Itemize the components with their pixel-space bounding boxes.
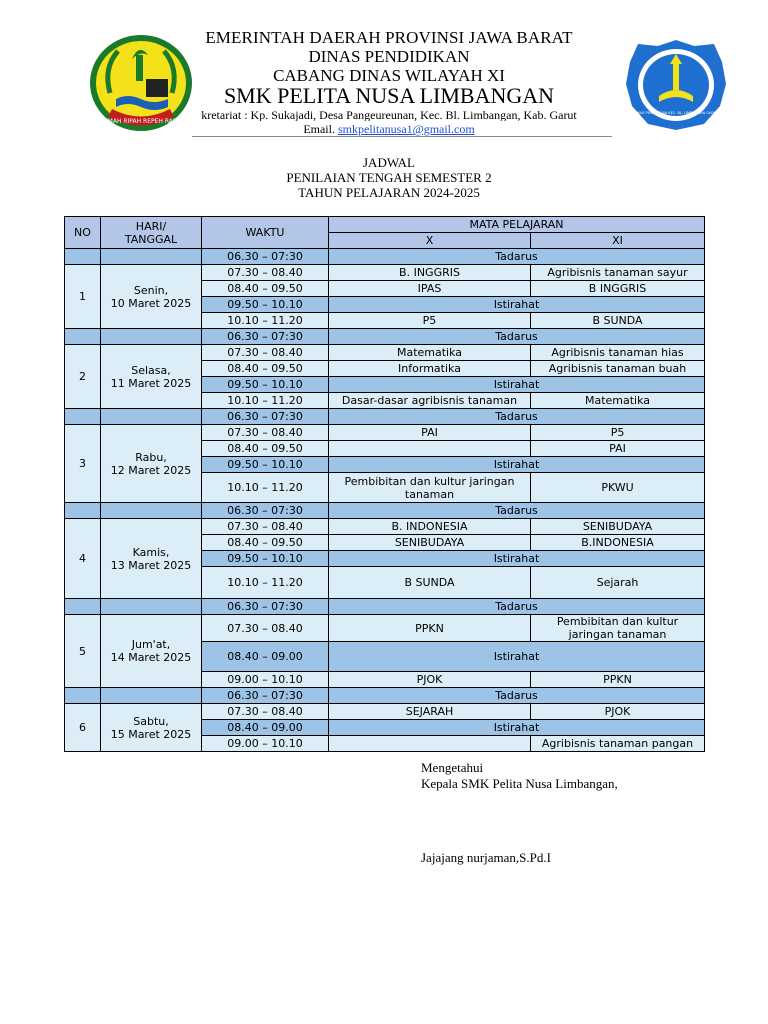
time-slot: 06.30 – 07:30 bbox=[202, 688, 329, 704]
subject-x: SEJARAH bbox=[329, 704, 531, 720]
subject-x: P5 bbox=[329, 313, 531, 329]
schedule-row bbox=[65, 503, 705, 519]
day-gap-cell bbox=[101, 409, 202, 425]
day-name: Senin, bbox=[133, 283, 169, 297]
day-gap-cell bbox=[101, 503, 202, 519]
title-line3: TAHUN PELAJARAN 2024-2025 bbox=[298, 185, 480, 200]
dinas-pendidikan-logo bbox=[624, 38, 728, 132]
time-slot: 10.10 – 11.20 bbox=[202, 567, 329, 599]
title-line1: JADWAL bbox=[363, 155, 415, 170]
day-name: Rabu, bbox=[135, 450, 167, 464]
subject-xi: Sejarah bbox=[531, 567, 705, 599]
subject-xi: Matematika bbox=[531, 393, 705, 409]
letterhead-divider bbox=[192, 136, 612, 137]
letterhead-line1: EMERINTAH DAERAH PROVINSI JAWA BARAT bbox=[205, 28, 573, 47]
day-date bbox=[101, 265, 202, 329]
letterhead-line3: CABANG DINAS WILAYAH XI bbox=[273, 66, 505, 85]
day-name: Kamis, bbox=[132, 545, 170, 559]
merged-activity: Istirahat bbox=[329, 720, 705, 736]
subject-xi: SENIBUDAYA bbox=[531, 519, 705, 535]
time-slot: 09.50 – 10.10 bbox=[202, 297, 329, 313]
schedule-row bbox=[65, 425, 705, 441]
subject-xi: Pembibitan dan kultur jaringan tanaman bbox=[531, 615, 705, 642]
subject-xi: B INGGRIS bbox=[531, 281, 705, 297]
email-line bbox=[150, 123, 628, 135]
logo-right-text: DINAS PENDIDIKAN KEC. BL. LIMBANGAN GARUT bbox=[633, 111, 719, 115]
subject-x: B. INGGRIS bbox=[329, 265, 531, 281]
schedule-table bbox=[64, 216, 705, 752]
header-tanggal: TANGGAL bbox=[124, 232, 178, 246]
subject-x: IPAS bbox=[329, 281, 531, 297]
subject-x: PJOK bbox=[329, 672, 531, 688]
subject-x bbox=[329, 736, 531, 752]
day-number: 5 bbox=[65, 615, 101, 688]
header-kelas-x: X bbox=[329, 233, 531, 249]
day-tanggal: 13 Maret 2025 bbox=[110, 558, 192, 572]
day-tanggal: 14 Maret 2025 bbox=[110, 651, 192, 664]
day-gap-cell bbox=[65, 503, 101, 519]
time-slot: 08.40 – 09.50 bbox=[202, 361, 329, 377]
time-slot: 06.30 – 07:30 bbox=[202, 599, 329, 615]
schedule-row bbox=[65, 615, 705, 642]
signature-line1: Mengetahui bbox=[421, 760, 484, 775]
header-kelas-xi: XI bbox=[531, 233, 705, 249]
subject-xi: Agribisnis tanaman buah bbox=[531, 361, 705, 377]
time-slot: 06.30 – 07:30 bbox=[202, 409, 329, 425]
day-number: 1 bbox=[65, 265, 101, 329]
header-mata-pelajaran: MATA PELAJARAN bbox=[329, 217, 705, 233]
time-slot: 09.00 – 10.10 bbox=[202, 672, 329, 688]
subject-x: B SUNDA bbox=[329, 567, 531, 599]
title-line2: PENILAIAN TENGAH SEMESTER 2 bbox=[286, 170, 492, 185]
day-gap-cell bbox=[101, 599, 202, 615]
time-slot: 07.30 – 08.40 bbox=[202, 704, 329, 720]
merged-activity: Tadarus bbox=[329, 599, 705, 615]
time-slot: 08.40 – 09.50 bbox=[202, 535, 329, 551]
merged-activity: Tadarus bbox=[329, 249, 705, 265]
time-slot: 08.40 – 09.50 bbox=[202, 281, 329, 297]
schedule-row bbox=[65, 265, 705, 281]
subject-xi: PJOK bbox=[531, 704, 705, 720]
merged-activity: Tadarus bbox=[329, 329, 705, 345]
merged-activity: Tadarus bbox=[329, 688, 705, 704]
signature-line2: Kepala SMK Pelita Nusa Limbangan, bbox=[421, 776, 618, 791]
time-slot: 10.10 – 11.20 bbox=[202, 473, 329, 503]
subject-xi: Agribisnis tanaman pangan bbox=[531, 736, 705, 752]
signature-block bbox=[421, 760, 618, 866]
header-hari-tanggal bbox=[101, 217, 202, 249]
subject-x: Informatika bbox=[329, 361, 531, 377]
day-gap-cell bbox=[65, 599, 101, 615]
time-slot: 07.30 – 08.40 bbox=[202, 345, 329, 361]
day-gap-cell bbox=[65, 329, 101, 345]
subject-x: Pembibitan dan kultur jaringan tanaman bbox=[329, 473, 531, 503]
subject-xi: PKWU bbox=[531, 473, 705, 503]
subject-x: PAI bbox=[329, 425, 531, 441]
day-tanggal: 12 Maret 2025 bbox=[110, 463, 192, 477]
schedule-row bbox=[65, 345, 705, 361]
day-gap-cell bbox=[101, 249, 202, 265]
subject-x bbox=[329, 441, 531, 457]
merged-activity: Istirahat bbox=[329, 457, 705, 473]
day-gap-cell bbox=[101, 688, 202, 704]
header-no: NO bbox=[65, 217, 101, 249]
merged-activity: Istirahat bbox=[329, 551, 705, 567]
time-slot: 10.10 – 11.20 bbox=[202, 393, 329, 409]
time-slot: 09.50 – 10.10 bbox=[202, 551, 329, 567]
email-link[interactable]: smkpelitanusa1@gmail.com bbox=[337, 122, 475, 136]
subject-xi: PAI bbox=[531, 441, 705, 457]
subject-x: SENIBUDAYA bbox=[329, 535, 531, 551]
day-gap-cell bbox=[101, 329, 202, 345]
subject-x: Matematika bbox=[329, 345, 531, 361]
subject-xi: P5 bbox=[531, 425, 705, 441]
time-slot: 06.30 – 07:30 bbox=[202, 329, 329, 345]
day-number: 6 bbox=[65, 704, 101, 752]
schedule-row bbox=[65, 688, 705, 704]
day-name: Sabtu, bbox=[133, 714, 169, 728]
schedule-body bbox=[65, 249, 705, 752]
day-gap-cell bbox=[65, 249, 101, 265]
day-date bbox=[101, 519, 202, 599]
day-number: 4 bbox=[65, 519, 101, 599]
merged-activity: Istirahat bbox=[329, 642, 705, 672]
merged-activity: Istirahat bbox=[329, 377, 705, 393]
subject-x: PPKN bbox=[329, 615, 531, 642]
time-slot: 08.40 – 09.00 bbox=[202, 720, 329, 736]
day-gap-cell bbox=[65, 409, 101, 425]
day-date bbox=[101, 704, 202, 752]
subject-xi: Agribisnis tanaman hias bbox=[531, 345, 705, 361]
subject-xi: Agribisnis tanaman sayur bbox=[531, 265, 705, 281]
time-slot: 07.30 – 08.40 bbox=[202, 265, 329, 281]
subject-x: B. INDONESIA bbox=[329, 519, 531, 535]
time-slot: 06.30 – 07:30 bbox=[202, 503, 329, 519]
time-slot: 06.30 – 07:30 bbox=[202, 249, 329, 265]
day-gap-cell bbox=[65, 688, 101, 704]
schedule-row bbox=[65, 409, 705, 425]
letterhead-line2: DINAS PENDIDIKAN bbox=[308, 47, 470, 66]
merged-activity: Tadarus bbox=[329, 503, 705, 519]
schedule-row bbox=[65, 329, 705, 345]
signature-name: Jajajang nurjaman,S.Pd.I bbox=[421, 850, 551, 865]
merged-activity: Tadarus bbox=[329, 409, 705, 425]
day-name: Jum'at, bbox=[131, 638, 171, 651]
letterhead bbox=[150, 29, 628, 135]
day-date bbox=[101, 425, 202, 503]
time-slot: 08.40 – 09.00 bbox=[202, 642, 329, 672]
time-slot: 08.40 – 09.50 bbox=[202, 441, 329, 457]
school-name: SMK PELITA NUSA LIMBANGAN bbox=[223, 83, 555, 108]
time-slot: 09.00 – 10.10 bbox=[202, 736, 329, 752]
schedule-row bbox=[65, 519, 705, 535]
header-waktu: WAKTU bbox=[202, 217, 329, 249]
subject-xi: B.INDONESIA bbox=[531, 535, 705, 551]
merged-activity: Istirahat bbox=[329, 297, 705, 313]
time-slot: 09.50 – 10.10 bbox=[202, 457, 329, 473]
schedule-row bbox=[65, 249, 705, 265]
header-hari: HARI/ bbox=[135, 219, 167, 233]
schedule-row bbox=[65, 704, 705, 720]
subject-xi: PPKN bbox=[531, 672, 705, 688]
document-title bbox=[150, 155, 628, 200]
subject-x: Dasar-dasar agribisnis tanaman bbox=[329, 393, 531, 409]
time-slot: 09.50 – 10.10 bbox=[202, 377, 329, 393]
school-address: kretariat : Kp. Sukajadi, Desa Pangeureunan, Kec. Bl. Limbangan, Kab. Garut bbox=[201, 109, 577, 121]
day-date bbox=[101, 345, 202, 409]
day-number: 2 bbox=[65, 345, 101, 409]
logo-motto: GEMAH RIPAH REPEH RAPIH bbox=[99, 118, 183, 125]
time-slot: 10.10 – 11.20 bbox=[202, 313, 329, 329]
day-tanggal: 10 Maret 2025 bbox=[110, 296, 192, 310]
time-slot: 07.30 – 08.40 bbox=[202, 615, 329, 642]
schedule-row bbox=[65, 599, 705, 615]
time-slot: 07.30 – 08.40 bbox=[202, 425, 329, 441]
day-tanggal: 15 Maret 2025 bbox=[110, 727, 192, 741]
day-number: 3 bbox=[65, 425, 101, 503]
day-name: Selasa, bbox=[131, 363, 171, 377]
time-slot: 07.30 – 08.40 bbox=[202, 519, 329, 535]
day-date bbox=[101, 615, 202, 688]
email-label: Email. bbox=[303, 122, 335, 136]
subject-xi: B SUNDA bbox=[531, 313, 705, 329]
day-tanggal: 11 Maret 2025 bbox=[110, 376, 192, 390]
